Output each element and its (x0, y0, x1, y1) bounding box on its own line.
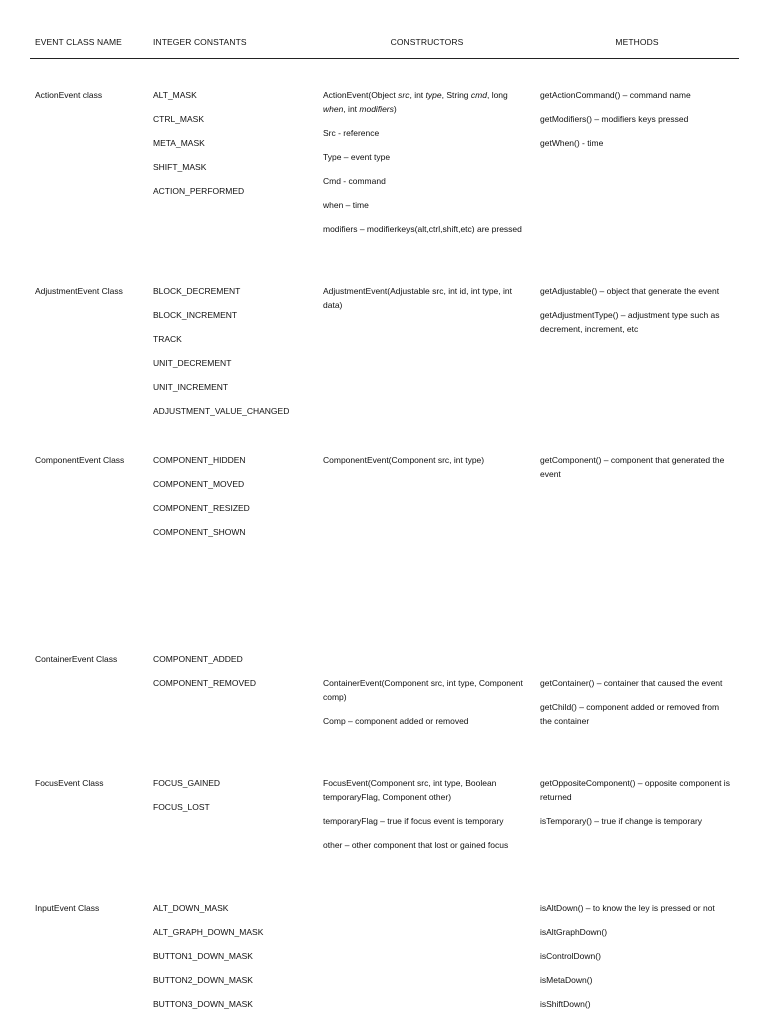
header-methods: METHODS (615, 37, 659, 47)
method: isTemporary() – true if change is temporary (540, 816, 703, 826)
method: getComponent() – component that generated the event (540, 455, 725, 479)
constant: BUTTON1_DOWN_MASK (153, 951, 253, 961)
constructor-text: , long (486, 90, 508, 100)
constructor-note: Type – event type (323, 152, 391, 162)
param-when: when (323, 104, 344, 114)
constructor-text: , int (409, 90, 426, 100)
constants-list (153, 776, 313, 824)
constructor-signature: ContainerEvent(Component src, int type, Component comp) (323, 678, 523, 702)
class-name (35, 652, 147, 666)
constant: CTRL_MASK (153, 114, 205, 124)
constant: COMPONENT_SHOWN (153, 527, 246, 537)
method: isShiftDown() (540, 999, 591, 1009)
class-name (35, 776, 147, 790)
constructors-list (323, 453, 529, 477)
methods-list (540, 776, 732, 838)
constant: ALT_GRAPH_DOWN_MASK (153, 927, 264, 937)
constant: ALT_MASK (153, 90, 197, 100)
constant: FOCUS_LOST (153, 802, 210, 812)
constant: COMPONENT_REMOVED (153, 678, 256, 688)
method: getAdjustable() – object that generate the event (540, 286, 720, 296)
constant: ACTION_PERFORMED (153, 186, 245, 196)
constructor-note: when – time (323, 200, 369, 210)
constant: COMPONENT_MOVED (153, 479, 245, 489)
methods-list (540, 901, 732, 1021)
class-name-text: ComponentEvent Class (35, 455, 125, 465)
constant: TRACK (153, 334, 182, 344)
constructor-text: ) (393, 104, 397, 114)
method: getContainer() – container that caused the event (540, 678, 723, 688)
constant: COMPONENT_ADDED (153, 654, 243, 664)
methods-list (540, 453, 732, 491)
param-cmd: cmd (470, 90, 487, 100)
constructors-list (323, 676, 529, 738)
methods-list (540, 88, 732, 160)
constant: COMPONENT_HIDDEN (153, 455, 246, 465)
class-name-text: InputEvent Class (35, 903, 100, 913)
method: getActionCommand() – command name (540, 90, 691, 100)
method: getModifiers() – modifiers keys pressed (540, 114, 689, 124)
constructor-note: Src - reference (323, 128, 380, 138)
class-name (35, 284, 147, 298)
constant: BLOCK_DECREMENT (153, 286, 241, 296)
constant: ADJUSTMENT_VALUE_CHANGED (153, 406, 290, 416)
constructor-text: ActionEvent(Object (323, 90, 399, 100)
constructor-note: Cmd - command (323, 176, 386, 186)
constant: ALT_DOWN_MASK (153, 903, 229, 913)
header-constructors: CONSTRUCTORS (390, 37, 464, 47)
param-modifiers: modifiers (359, 104, 394, 114)
constructor-signature: AdjustmentEvent(Adjustable src, int id, int type, int data) (323, 286, 512, 310)
param-type: type (425, 90, 442, 100)
constructor-signature: ComponentEvent(Component src, int type) (323, 455, 485, 465)
constants-list (153, 284, 313, 428)
header-event-class-name: EVENT CLASS NAME (35, 37, 122, 47)
methods-list (540, 676, 732, 738)
method: getChild() – component added or removed from the container (540, 702, 720, 726)
class-name-text: AdjustmentEvent Class (35, 286, 123, 296)
constant: COMPONENT_RESIZED (153, 503, 250, 513)
method: isMetaDown() (540, 975, 593, 985)
constants-list (153, 88, 313, 208)
constant: UNIT_DECREMENT (153, 358, 232, 368)
method: isControlDown() (540, 951, 601, 961)
constructors-list (323, 284, 529, 322)
constant: BUTTON3_DOWN_MASK (153, 999, 253, 1009)
constant: META_MASK (153, 138, 205, 148)
constructor-text: , String (441, 90, 471, 100)
constant: UNIT_INCREMENT (153, 382, 229, 392)
constructor-signature: FocusEvent(Component src, int type, Boolean temporaryFlag, Component other) (323, 778, 497, 802)
method: getAdjustmentType() – adjustment type such as decrement, increment, etc (540, 310, 720, 334)
class-name-text: ContainerEvent Class (35, 654, 118, 664)
constructor-text: , int (343, 104, 360, 114)
constant: SHIFT_MASK (153, 162, 207, 172)
class-name-text: FocusEvent Class (35, 778, 104, 788)
constant: BLOCK_INCREMENT (153, 310, 238, 320)
constructors-list (323, 776, 529, 862)
constructors-list (323, 88, 529, 246)
method: isAltDown() – to know the ley is pressed or not (540, 903, 715, 913)
header-integer-constants: INTEGER CONSTANTS (153, 37, 247, 47)
constructor-signature (323, 88, 529, 116)
param-src: src (398, 90, 410, 100)
constructor-note: temporaryFlag – true if focus event is temporary (323, 816, 504, 826)
class-name (35, 453, 147, 467)
header-divider (30, 58, 739, 59)
constant: FOCUS_GAINED (153, 778, 221, 788)
constants-list (153, 453, 313, 549)
method: getWhen() - time (540, 138, 604, 148)
class-name (35, 88, 147, 102)
constants-list (153, 901, 313, 1021)
method: isAltGraphDown() (540, 927, 608, 937)
methods-list (540, 284, 732, 346)
constructor-note: Comp – component added or removed (323, 716, 469, 726)
class-name-text: ActionEvent class (35, 90, 103, 100)
constant: BUTTON2_DOWN_MASK (153, 975, 253, 985)
constructor-note: other – other component that lost or gained focus (323, 840, 509, 850)
constants-list (153, 652, 313, 700)
method: getOppositeComponent() – opposite component is returned (540, 778, 730, 802)
constructor-note: modifiers – modifierkeys(alt,ctrl,shift,etc) are pressed (323, 224, 522, 234)
class-name (35, 901, 147, 915)
